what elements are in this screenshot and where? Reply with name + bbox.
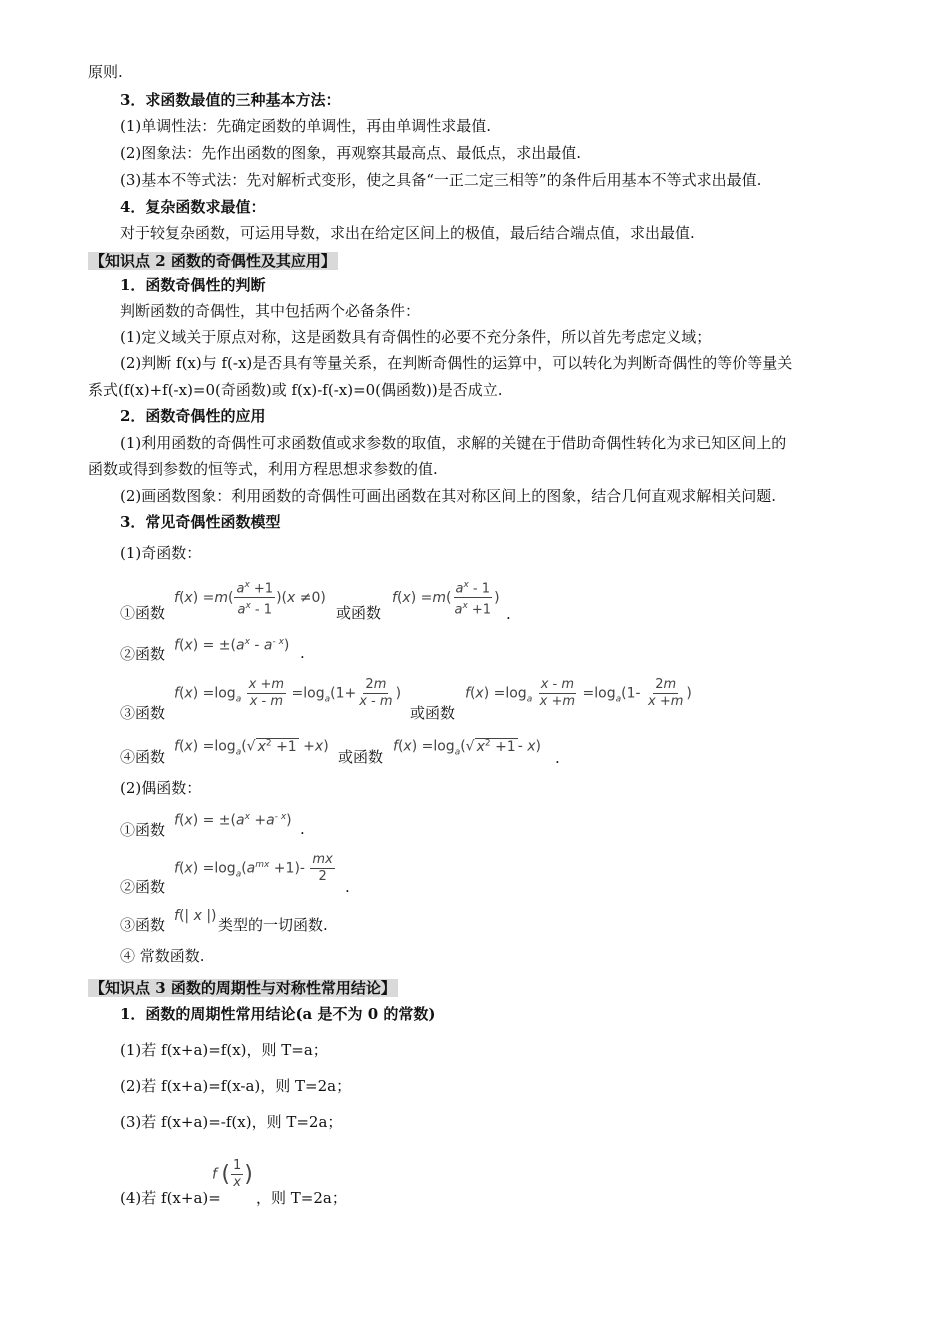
subheading: 3．常见奇偶性函数模型 <box>120 513 281 531</box>
text-line: (2)画函数图象：利用函数的奇偶性可画出函数在其对称区间上的图象，结合几何直观求解相关问题. <box>120 487 777 505</box>
text-line: (2)若 f(x+a)=f(x-a)，则 T=2a； <box>120 1077 352 1095</box>
text-line: (1)奇函数： <box>120 544 202 562</box>
formula-label: ②函数 <box>120 878 166 896</box>
text-line: (2)判断 f(x)与 f(-x)是否具有等量关系，在判断奇偶性的运算中，可以转化为判断奇偶性的等价等量关 <box>120 354 793 372</box>
subheading: 3．求函数最值的三种基本方法： <box>120 91 341 109</box>
formula-label: ①函数 <box>120 821 166 839</box>
text-line: 对于较复杂函数，可运用导数，求出在给定区间上的极值，最后结合端点值，求出最值. <box>120 224 695 242</box>
formula-odd-3a: $f(x) =\log_a$ $\frac{x +m}{x - m}$ $=\log_a(1+$ $\frac{2m}{x - m}$ ) <box>174 677 402 709</box>
punct: . <box>555 749 560 767</box>
punct: . <box>506 605 511 623</box>
formula-even-2: $f(x) =\log_a(a^{mx} +1)-$ $\frac{mx}{2}$ <box>174 852 333 884</box>
punct: . <box>300 820 305 838</box>
formula-odd-1b: f(x) =m( $\frac{a^x - 1}{a^x +1}$ ) <box>392 577 500 619</box>
formula-label: 或函数 <box>410 704 456 722</box>
text-line: 系式(f(x)+f(-x)=0(奇函数)或 f(x)-f(-x)=0(偶函数))是否成立. <box>88 381 503 399</box>
text-line: (3)若 f(x+a)=-f(x)，则 T=2a； <box>120 1113 343 1131</box>
formula-even-3: f(| x |) <box>174 908 217 924</box>
formula-odd-2: $f(x) = \pm(a^x - a^{- x})$ <box>174 637 290 654</box>
formula-label: ③函数 <box>120 704 166 722</box>
text-line: 函数或得到参数的恒等式，利用方程思想求参数的值. <box>88 460 438 478</box>
formula-label: 或函数 <box>338 748 384 766</box>
formula-label: ④函数 <box>120 748 166 766</box>
text-line: (1)若 f(x+a)=f(x)，则 T=a； <box>120 1041 328 1059</box>
formula-label: 或函数 <box>336 604 382 622</box>
formula-label: ①函数 <box>120 604 166 622</box>
text-line: ，则 T=2a； <box>256 1189 347 1207</box>
section-heading-label: 【知识点 3 函数的周期性与对称性常用结论】 <box>90 979 396 997</box>
subheading: 1．函数奇偶性的判断 <box>120 276 266 294</box>
text-line: 原则. <box>88 63 123 81</box>
subheading: 4．复杂函数求最值： <box>120 198 266 216</box>
formula-odd-1a: f(x) =m( $\frac{a^x +1}{a^x - 1}$ )(x ≠0) <box>174 577 326 619</box>
section-heading <box>88 251 338 271</box>
formula-label: ②函数 <box>120 645 166 663</box>
formula-odd-3b: $f(x) =\log_a$ $\frac{x - m}{x +m}$ $=\log_a(1-$ $\frac{2m}{x +m}$ ) <box>465 677 692 709</box>
text-line: 判断函数的奇偶性，其中包括两个必备条件： <box>120 302 421 320</box>
section-heading-label: 【知识点 2 函数的奇偶性及其应用】 <box>90 252 336 270</box>
formula-odd-4b: $f(x) =\log_a(√$ $x^2 +1 - x$) <box>393 738 541 758</box>
text-line: (2)图象法：先作出函数的图象，再观察其最高点、最低点，求出最值. <box>120 144 582 162</box>
text-line: (1)定义域关于原点对称，这是函数具有奇偶性的必要不充分条件，所以首先考虑定义域； <box>120 328 712 346</box>
formula-even-1: $f(x) = \pm(a^x +a^{- x})$ <box>174 812 292 829</box>
text-line: ④ 常数函数. <box>120 947 205 965</box>
text-line: 类型的一切函数. <box>218 916 328 934</box>
text-line: (4)若 f(x+a)= <box>120 1189 221 1207</box>
subheading: 1．函数的周期性常用结论(a 是不为 0 的常数) <box>120 1005 436 1023</box>
formula-periodic-4: f ( $\frac{1}{x}$ ) <box>212 1158 253 1190</box>
text-line: (1)单调性法：先确定函数的单调性，再由单调性求最值. <box>120 117 492 135</box>
text-line: (1)利用函数的奇偶性可求函数值或求参数的取值，求解的关键在于借助奇偶性转化为求已知区间上的 <box>120 434 787 452</box>
formula-label: ③函数 <box>120 916 166 934</box>
formula-odd-4a: $f(x) =\log_a(√$ $x^2 +1 +x$) <box>174 738 329 758</box>
punct: . <box>300 644 305 662</box>
punct: . <box>345 878 350 896</box>
text-line: (2)偶函数： <box>120 779 202 797</box>
section-heading <box>88 978 398 998</box>
subheading: 2．函数奇偶性的应用 <box>120 407 266 425</box>
text-line: (3)基本不等式法：先对解析式变形，使之具备“一正二定三相等”的条件后用基本不等式求出最值. <box>120 171 762 189</box>
